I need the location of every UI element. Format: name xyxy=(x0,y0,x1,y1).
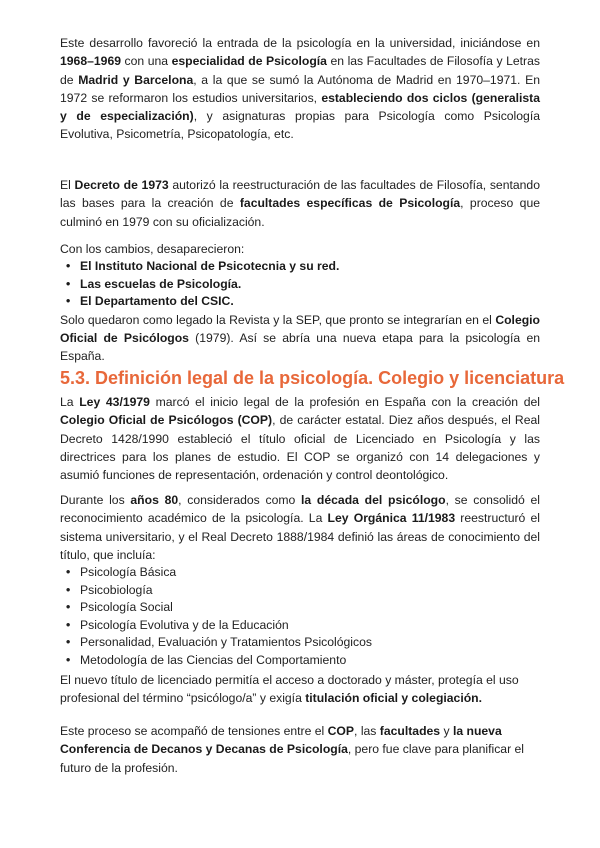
list-item: • Psicología Básica xyxy=(60,564,540,582)
disappeared-list xyxy=(60,258,540,311)
list-item: • Psicología Social xyxy=(60,599,540,617)
list-item: • Psicología Evolutiva y de la Educación xyxy=(60,617,540,635)
section-heading: 5.3. Definición legal de la psicología. Colegio y licenciatura xyxy=(60,368,565,388)
list-intro: Con los cambios, desaparecieron: xyxy=(60,242,245,256)
paragraph-ley-43-1979: La Ley 43/1979 marcó el inicio legal de la profesión en España con la creación del Colegio Oficial de Psicólogos (COP), de carácter estatal. Diez años después, el Real Decreto 1428/1990 estableció el título oficial de Licenciado en Psicología y las directrices para los planes de estudio. El COP se organizó con 14 delegaciones y asumió funciones de representación, ordenación y control deontológico. xyxy=(60,395,540,483)
list-item: • Personalidad, Evaluación y Tratamientos Psicológicos xyxy=(60,634,540,652)
knowledge-areas-list xyxy=(60,564,540,669)
paragraph-licenciado-title: El nuevo título de licenciado permitía el acceso a doctorado y máster, protegía el uso profesional del término “psicólogo/a” y exigía titulación oficial y colegiación. xyxy=(60,673,519,706)
paragraph-tensions: Este proceso se acompañó de tensiones entre el COP, las facultades y la nueva Conferencia de Decanos y Decanas de Psicología, pero fue clave para planificar el futuro de la profesión. xyxy=(60,724,525,775)
list-item: • El Instituto Nacional de Psicotecnia y su red. xyxy=(60,258,540,276)
paragraph-anos-80: Durante los años 80, considerados como la década del psicólogo, se consolidó el reconocimiento académico de la psicología. La Ley Orgánica 11/1983 reestructuró el sistema universitario, y el Real Decreto 1888/1984 definió las áreas de conocimiento del título, que incluía: • Psicología Básica • Psicobiología • Psicología Social • Psicología Evolutiva y de la Educación • Personalidad, Evaluación y Tratamientos Psicológicos • Metodología de las Ciencias del Comportamiento xyxy=(60,491,540,669)
list-item: • Las escuelas de Psicología. xyxy=(60,276,540,294)
list-item: • El Departamento del CSIC. xyxy=(60,293,540,311)
list-item: • Psicobiología xyxy=(60,582,540,600)
list-item: • Metodología de las Ciencias del Comportamiento xyxy=(60,652,540,670)
paragraph-disappeared-institutions: Con los cambios, desaparecieron: • El Instituto Nacional de Psicotecnia y su red. • Las escuelas de Psicología. • El Departamento del CSIC. Solo quedaron como legado la Revista y la SEP, que pronto se integrarían en el Colegio Oficial de Psicólogos (1979). Así se abría una nueva etapa para la psicología en España. xyxy=(60,240,540,366)
paragraph-university-entry: Este desarrollo favoreció la entrada de la psicología en la universidad, iniciándose en 1968–1969 con una especialidad de Psicología en las Facultades de Filosofía y Letras de Madrid y Barcelona, a la que se sumó la Autónoma de Madrid en 1970–1971. En 1972 se reformaron los estudios universitarios, estableciendo dos ciclos (generalista y de especialización), y asignaturas propias para Psicología como Psicología Evolutiva, Psicometría, Psicopatología, etc. xyxy=(60,36,540,142)
section-heading-block xyxy=(60,367,565,389)
paragraph-decree-1973: El Decreto de 1973 autorizó la reestructuración de las facultades de Filosofía, sentando las bases para la creación de facultades específicas de Psicología, proceso que culminó en 1979 con su oficialización. xyxy=(60,178,541,229)
